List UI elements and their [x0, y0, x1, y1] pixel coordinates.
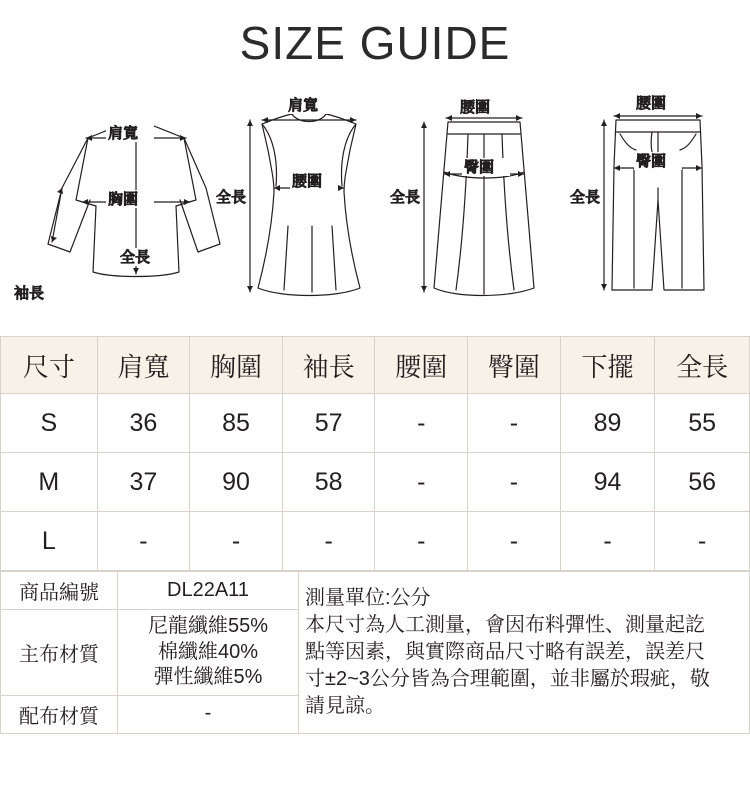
- main-fabric-line-3: 彈性纖維5%: [153, 666, 263, 689]
- col-header-bust: 胸圍: [190, 337, 283, 394]
- cell-l-length: -: [655, 512, 750, 571]
- note-line-2: 本尺寸為人工測量，會因布料彈性、測量起訖: [305, 614, 705, 637]
- table-header-row: [1, 337, 750, 394]
- cell-l-hip: -: [468, 512, 561, 571]
- page-title: SIZE GUIDE: [239, 17, 511, 69]
- note-line-5: 請見諒。: [305, 694, 385, 717]
- main-fabric-line-1: 尼龍纖維55%: [147, 615, 269, 637]
- cell-m-hip: -: [468, 453, 561, 512]
- cell-s-hip: -: [468, 394, 561, 453]
- cell-s-hem: 89: [560, 394, 655, 453]
- sub-fabric-label: 配布材質: [1, 695, 118, 733]
- label-sleeve-top: 袖長: [14, 285, 45, 302]
- main-fabric-label: 主布材質: [1, 610, 118, 696]
- product-info-table: [0, 571, 750, 734]
- table-row: [1, 453, 750, 512]
- label-hip-skirt: 臀圍: [464, 159, 495, 176]
- col-header-waist: 腰圍: [375, 337, 468, 394]
- row-size-m: M: [1, 453, 98, 512]
- main-fabric-line-2: 棉纖維40%: [157, 640, 259, 663]
- illustration-svg: [0, 76, 750, 326]
- cell-m-bust: 90: [190, 453, 283, 512]
- cell-s-shoulder: 36: [97, 394, 190, 453]
- col-header-sleeve: 袖長: [282, 337, 375, 394]
- label-waist-skirt: 腰圍: [460, 99, 491, 116]
- cell-m-waist: -: [375, 453, 468, 512]
- cell-s-length: 55: [655, 394, 750, 453]
- label-length-pants: 全長: [570, 189, 601, 206]
- table-row: [1, 512, 750, 571]
- label-length-top: 全長: [120, 249, 151, 266]
- note-line-1: 測量單位:公分: [305, 587, 431, 610]
- cell-m-length: 56: [655, 453, 750, 512]
- cell-l-sleeve: -: [282, 512, 375, 571]
- cell-l-waist: -: [375, 512, 468, 571]
- sleeveless-dress-illustration: [216, 96, 360, 296]
- row-size-s: S: [1, 394, 98, 453]
- label-bust-top: 胸圍: [108, 191, 139, 208]
- cell-l-hem: -: [560, 512, 655, 571]
- info-row-product-no: [1, 572, 750, 610]
- cell-m-sleeve: 58: [282, 453, 375, 512]
- long-sleeve-top-illustration: [14, 124, 220, 302]
- col-header-length: 全長: [655, 337, 750, 394]
- note-line-3: 點等因素，與實際商品尺寸略有誤差，誤差尺: [305, 640, 705, 663]
- label-length-dress: 全長: [216, 189, 247, 206]
- skirt-illustration: [390, 98, 534, 296]
- cell-l-shoulder: -: [97, 512, 190, 571]
- size-table-head: [1, 337, 750, 394]
- col-header-shoulder: 肩寬: [97, 337, 190, 394]
- product-no-value: DL22A11: [118, 572, 299, 610]
- size-table: [0, 336, 750, 571]
- trousers-illustration: [570, 94, 704, 290]
- main-fabric-value: [118, 610, 299, 696]
- size-table-body: [1, 394, 750, 571]
- cell-m-hem: 94: [560, 453, 655, 512]
- label-shoulder-top: 肩寬: [108, 125, 139, 142]
- product-no-label: 商品編號: [1, 572, 118, 610]
- cell-s-sleeve: 57: [282, 394, 375, 453]
- measurement-note: [299, 572, 750, 734]
- sub-fabric-value: -: [118, 695, 299, 733]
- col-header-hip: 臀圍: [468, 337, 561, 394]
- label-shoulder-dress: 肩寬: [288, 97, 319, 114]
- cell-s-waist: -: [375, 394, 468, 453]
- col-header-size: 尺寸: [1, 337, 98, 394]
- label-waist-dress: 腰圍: [292, 173, 323, 190]
- label-waist-pants: 腰圍: [636, 95, 667, 112]
- garment-illustrations: [0, 76, 750, 336]
- cell-s-bust: 85: [190, 394, 283, 453]
- label-length-skirt: 全長: [390, 189, 421, 206]
- row-size-l: L: [1, 512, 98, 571]
- label-hip-pants: 臀圍: [636, 153, 667, 170]
- cell-m-shoulder: 37: [97, 453, 190, 512]
- cell-l-bust: -: [190, 512, 283, 571]
- table-row: [1, 394, 750, 453]
- note-line-4: 寸±2~3公分皆為合理範圍，並非屬於瑕疵，敬: [305, 667, 710, 690]
- col-header-hem: 下擺: [560, 337, 655, 394]
